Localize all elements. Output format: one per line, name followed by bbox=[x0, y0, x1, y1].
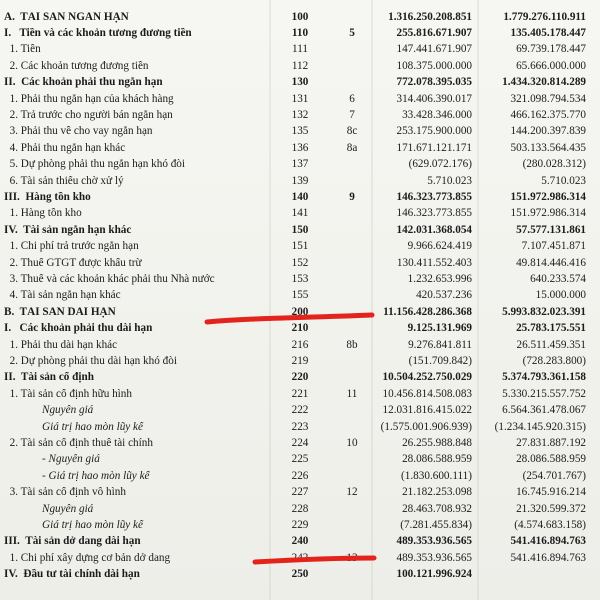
row-code: 153 bbox=[291, 272, 309, 285]
row-previous-amount: 151.972.986.314 bbox=[510, 190, 586, 203]
row-current-amount: 1.316.250.208.851 bbox=[388, 10, 472, 23]
row-label: 3. Tài sản cố định vô hình bbox=[4, 487, 126, 499]
row-code: 222 bbox=[291, 404, 309, 417]
row-code: 135 bbox=[291, 125, 309, 138]
table-row bbox=[0, 239, 600, 255]
row-current-amount: 10.456.814.508.083 bbox=[382, 387, 472, 400]
row-code: 111 bbox=[292, 43, 308, 56]
table-row bbox=[0, 75, 600, 91]
row-note: 12 bbox=[346, 486, 358, 499]
row-note: 7 bbox=[349, 108, 355, 121]
row-previous-amount: (280.028.312) bbox=[522, 158, 586, 171]
row-label: - Giá trị hao mòn lũy kế bbox=[42, 470, 150, 482]
row-label: 2. Trả trước cho người bán ngắn hạn bbox=[4, 109, 173, 121]
table-row bbox=[0, 91, 600, 107]
row-label: 1. Tài sản cố định hữu hình bbox=[4, 388, 132, 400]
row-current-amount: 108.375.000.000 bbox=[396, 59, 472, 72]
row-label: I. Các khoản phải thu dài hạn bbox=[4, 323, 153, 335]
row-label: 4. Phải thu ngắn hạn khác bbox=[4, 142, 126, 154]
row-current-amount: (629.072.176) bbox=[408, 158, 472, 171]
row-current-amount: 142.031.368.054 bbox=[396, 223, 472, 236]
row-previous-amount: 151.972.986.314 bbox=[510, 207, 586, 220]
row-note: 8c bbox=[346, 125, 358, 138]
row-previous-amount: 5.330.215.557.752 bbox=[502, 387, 586, 400]
row-code: 136 bbox=[291, 141, 309, 154]
row-current-amount: 314.406.390.017 bbox=[396, 92, 472, 105]
table-row bbox=[0, 534, 600, 550]
row-previous-amount: 26.511.459.351 bbox=[516, 338, 586, 351]
row-label: Giá trị hao mòn lũy kế bbox=[42, 421, 143, 433]
table-row bbox=[0, 353, 600, 369]
row-note: 6 bbox=[349, 92, 355, 105]
row-previous-amount: 5.710.023 bbox=[541, 174, 586, 187]
row-code: 242 bbox=[291, 551, 309, 564]
row-previous-amount: 1.779.276.110.911 bbox=[503, 10, 586, 23]
row-current-amount: (151.709.842) bbox=[408, 354, 472, 367]
row-code: 220 bbox=[291, 371, 309, 384]
row-note: 8a bbox=[346, 141, 358, 154]
row-current-amount: 489.353.936.565 bbox=[396, 535, 472, 548]
row-current-amount: 146.323.773.855 bbox=[396, 190, 472, 203]
row-code: 219 bbox=[291, 354, 309, 367]
row-current-amount: 26.255.988.848 bbox=[402, 436, 472, 449]
row-label: 2. Dự phòng phải thu dài hạn khó đòi bbox=[4, 355, 177, 367]
row-current-amount: 11.156.428.286.368 bbox=[383, 305, 472, 318]
table-row bbox=[0, 304, 600, 320]
row-label: I. Tiền và các khoản tương đương tiền bbox=[4, 27, 192, 39]
row-previous-amount: 144.200.397.839 bbox=[510, 125, 586, 138]
table-row bbox=[0, 107, 600, 123]
row-code: 240 bbox=[291, 535, 309, 548]
row-current-amount: 9.966.624.419 bbox=[407, 240, 472, 253]
row-previous-amount: (728.283.800) bbox=[522, 354, 586, 367]
table-row bbox=[0, 468, 600, 484]
row-code: 141 bbox=[291, 207, 309, 220]
table-row bbox=[0, 25, 600, 41]
row-code: 227 bbox=[291, 486, 309, 499]
row-current-amount: 772.078.395.035 bbox=[396, 76, 472, 89]
row-current-amount: 130.411.552.403 bbox=[396, 256, 472, 269]
row-code: 229 bbox=[291, 518, 309, 531]
row-previous-amount: (1.234.145.920.315) bbox=[494, 420, 586, 433]
row-previous-amount: 21.320.599.372 bbox=[516, 502, 586, 515]
table-row bbox=[0, 485, 600, 501]
table-row bbox=[0, 271, 600, 287]
row-label: 2. Tài sản cố định thuê tài chính bbox=[4, 437, 153, 449]
row-label: 1. Phải thu dài hạn khác bbox=[4, 339, 118, 351]
row-label: 1. Chi phí xây dựng cơ bản dở dang bbox=[4, 552, 171, 564]
row-note: 9 bbox=[349, 190, 355, 203]
row-code: 221 bbox=[291, 387, 309, 400]
row-label: III. Tài sản dở dang dài hạn bbox=[4, 536, 141, 548]
row-note: 11 bbox=[346, 387, 358, 400]
row-current-amount: (1.830.600.111) bbox=[401, 469, 472, 482]
table-row bbox=[0, 288, 600, 304]
row-code: 152 bbox=[291, 256, 309, 269]
row-code: 139 bbox=[291, 174, 309, 187]
table-row bbox=[0, 189, 600, 205]
row-label: 1. Phải thu ngắn hạn của khách hàng bbox=[4, 93, 174, 105]
row-note: 13 bbox=[346, 551, 358, 564]
row-label: IV. Đầu tư tài chính dài hạn bbox=[4, 569, 140, 581]
row-previous-amount: 57.577.131.861 bbox=[516, 223, 586, 236]
row-label: Giá trị hao mòn lũy kế bbox=[42, 519, 143, 531]
row-code: 200 bbox=[291, 305, 309, 318]
row-current-amount: 420.537.236 bbox=[416, 289, 472, 302]
row-previous-amount: 49.814.446.416 bbox=[516, 256, 586, 269]
row-code: 100 bbox=[291, 10, 309, 23]
row-previous-amount: 321.098.794.534 bbox=[510, 92, 586, 105]
table-row bbox=[0, 321, 600, 337]
table-row bbox=[0, 435, 600, 451]
row-label: 4. Tài sản ngắn hạn khác bbox=[4, 290, 121, 302]
row-code: 112 bbox=[291, 59, 309, 72]
row-code: 225 bbox=[291, 453, 309, 466]
row-previous-amount: 16.745.916.214 bbox=[516, 486, 586, 499]
row-current-amount: 100.121.996.924 bbox=[396, 568, 472, 581]
row-current-amount: 12.031.816.415.022 bbox=[382, 404, 472, 417]
row-previous-amount: 7.107.451.871 bbox=[521, 240, 586, 253]
table-row bbox=[0, 501, 600, 517]
row-label: 2. Các khoản tương đương tiền bbox=[4, 60, 149, 72]
row-code: 151 bbox=[291, 240, 309, 253]
row-code: 131 bbox=[291, 92, 309, 105]
table-row bbox=[0, 173, 600, 189]
row-label: 5. Dự phòng phải thu ngắn hạn khó đòi bbox=[4, 159, 186, 171]
table-row bbox=[0, 255, 600, 271]
row-code: 140 bbox=[291, 190, 309, 203]
row-previous-amount: 28.086.588.959 bbox=[516, 453, 586, 466]
row-code: 226 bbox=[291, 469, 309, 482]
table-row bbox=[0, 403, 600, 419]
row-current-amount: 489.353.936.565 bbox=[396, 551, 472, 564]
row-current-amount: 5.710.023 bbox=[427, 174, 472, 187]
table-row bbox=[0, 9, 600, 25]
table-row bbox=[0, 140, 600, 156]
row-previous-amount: 15.000.000 bbox=[535, 289, 586, 302]
row-current-amount: 253.175.900.000 bbox=[396, 125, 472, 138]
table-row bbox=[0, 386, 600, 402]
row-code: 228 bbox=[291, 502, 309, 515]
row-label: II. Tài sản cố định bbox=[4, 372, 94, 384]
row-previous-amount: 466.162.375.770 bbox=[510, 108, 586, 121]
row-label: A. TÀI SẢN NGẮN HẠN bbox=[4, 11, 129, 23]
row-code: 132 bbox=[291, 108, 309, 121]
row-label: Nguyên giá bbox=[42, 503, 94, 515]
row-current-amount: (7.281.455.834) bbox=[400, 518, 472, 531]
row-previous-amount: 25.783.175.551 bbox=[516, 322, 586, 335]
row-previous-amount: 541.416.894.763 bbox=[510, 551, 586, 564]
row-current-amount: 28.463.708.932 bbox=[402, 502, 472, 515]
row-label: 6. Tài sản thiếu chờ xử lý bbox=[4, 175, 124, 187]
table-row bbox=[0, 452, 600, 468]
table-row bbox=[0, 58, 600, 74]
row-label: 1. Chi phí trả trước ngắn hạn bbox=[4, 241, 139, 253]
row-current-amount: 10.504.252.750.029 bbox=[382, 371, 472, 384]
row-label: 2. Thuế GTGT được khấu trừ bbox=[4, 257, 142, 269]
row-code: 223 bbox=[291, 420, 309, 433]
row-previous-amount: 5.374.793.361.158 bbox=[502, 371, 586, 384]
row-label: B. TÀI SẢN DÀI HẠN bbox=[4, 306, 116, 318]
row-previous-amount: 6.564.361.478.067 bbox=[502, 404, 586, 417]
table-row bbox=[0, 517, 600, 533]
table-row bbox=[0, 337, 600, 353]
table-row bbox=[0, 567, 600, 583]
row-current-amount: 171.671.121.171 bbox=[396, 141, 472, 154]
row-code: 130 bbox=[291, 76, 309, 89]
table-row bbox=[0, 42, 600, 58]
row-previous-amount: 27.831.887.192 bbox=[516, 436, 586, 449]
row-previous-amount: 541.416.894.763 bbox=[510, 535, 586, 548]
row-code: 150 bbox=[291, 223, 309, 236]
row-previous-amount: 503.133.564.435 bbox=[510, 141, 586, 154]
row-current-amount: 146.323.773.855 bbox=[396, 207, 472, 220]
row-previous-amount: 640.233.574 bbox=[530, 272, 586, 285]
row-current-amount: 33.428.346.000 bbox=[402, 108, 472, 121]
table-row bbox=[0, 222, 600, 238]
table-row bbox=[0, 419, 600, 435]
row-code: 224 bbox=[291, 436, 309, 449]
row-previous-amount: 69.739.178.447 bbox=[516, 43, 586, 56]
row-label: - Nguyên giá bbox=[42, 454, 100, 466]
row-current-amount: 28.086.588.959 bbox=[402, 453, 472, 466]
row-code: 250 bbox=[291, 568, 309, 581]
row-current-amount: (1.575.001.906.939) bbox=[380, 420, 472, 433]
row-current-amount: 9.276.841.811 bbox=[408, 338, 472, 351]
row-previous-amount: 5.993.832.023.391 bbox=[502, 305, 586, 318]
table-row bbox=[0, 206, 600, 222]
table-row bbox=[0, 157, 600, 173]
row-label: II. Các khoản phải thu ngắn hạn bbox=[4, 77, 163, 89]
table-row bbox=[0, 124, 600, 140]
row-code: 155 bbox=[291, 289, 309, 302]
row-current-amount: 255.816.671.907 bbox=[396, 26, 472, 39]
row-code: 216 bbox=[291, 338, 309, 351]
row-current-amount: 147.441.671.907 bbox=[396, 43, 472, 56]
row-current-amount: 21.182.253.098 bbox=[402, 486, 472, 499]
row-note: 5 bbox=[349, 26, 355, 39]
row-current-amount: 9.125.131.969 bbox=[407, 322, 472, 335]
row-code: 137 bbox=[291, 158, 309, 171]
row-label: III. Hàng tồn kho bbox=[4, 191, 91, 203]
row-label: 3. Thuế và các khoản khác phải thu Nhà nước bbox=[4, 273, 215, 285]
row-label: 3. Phải thu về cho vay ngắn hạn bbox=[4, 126, 153, 138]
row-previous-amount: (254.701.767) bbox=[522, 469, 586, 482]
row-code: 210 bbox=[291, 322, 309, 335]
row-code: 110 bbox=[291, 26, 309, 39]
row-note: 8b bbox=[346, 338, 358, 351]
row-label: Nguyên giá bbox=[42, 405, 94, 417]
row-current-amount: 1.232.653.996 bbox=[407, 272, 472, 285]
row-label: 1. Tiền bbox=[4, 44, 41, 56]
row-previous-amount: 135.405.178.447 bbox=[510, 26, 586, 39]
row-previous-amount: 65.666.000.000 bbox=[516, 59, 586, 72]
row-note: 10 bbox=[346, 436, 358, 449]
row-previous-amount: (4.574.683.158) bbox=[514, 518, 586, 531]
row-label: IV. Tài sản ngắn hạn khác bbox=[4, 224, 132, 236]
table-row bbox=[0, 370, 600, 386]
row-previous-amount: 1.434.320.814.289 bbox=[502, 76, 586, 89]
table-row bbox=[0, 550, 600, 566]
row-label: 1. Hàng tồn kho bbox=[4, 208, 82, 220]
